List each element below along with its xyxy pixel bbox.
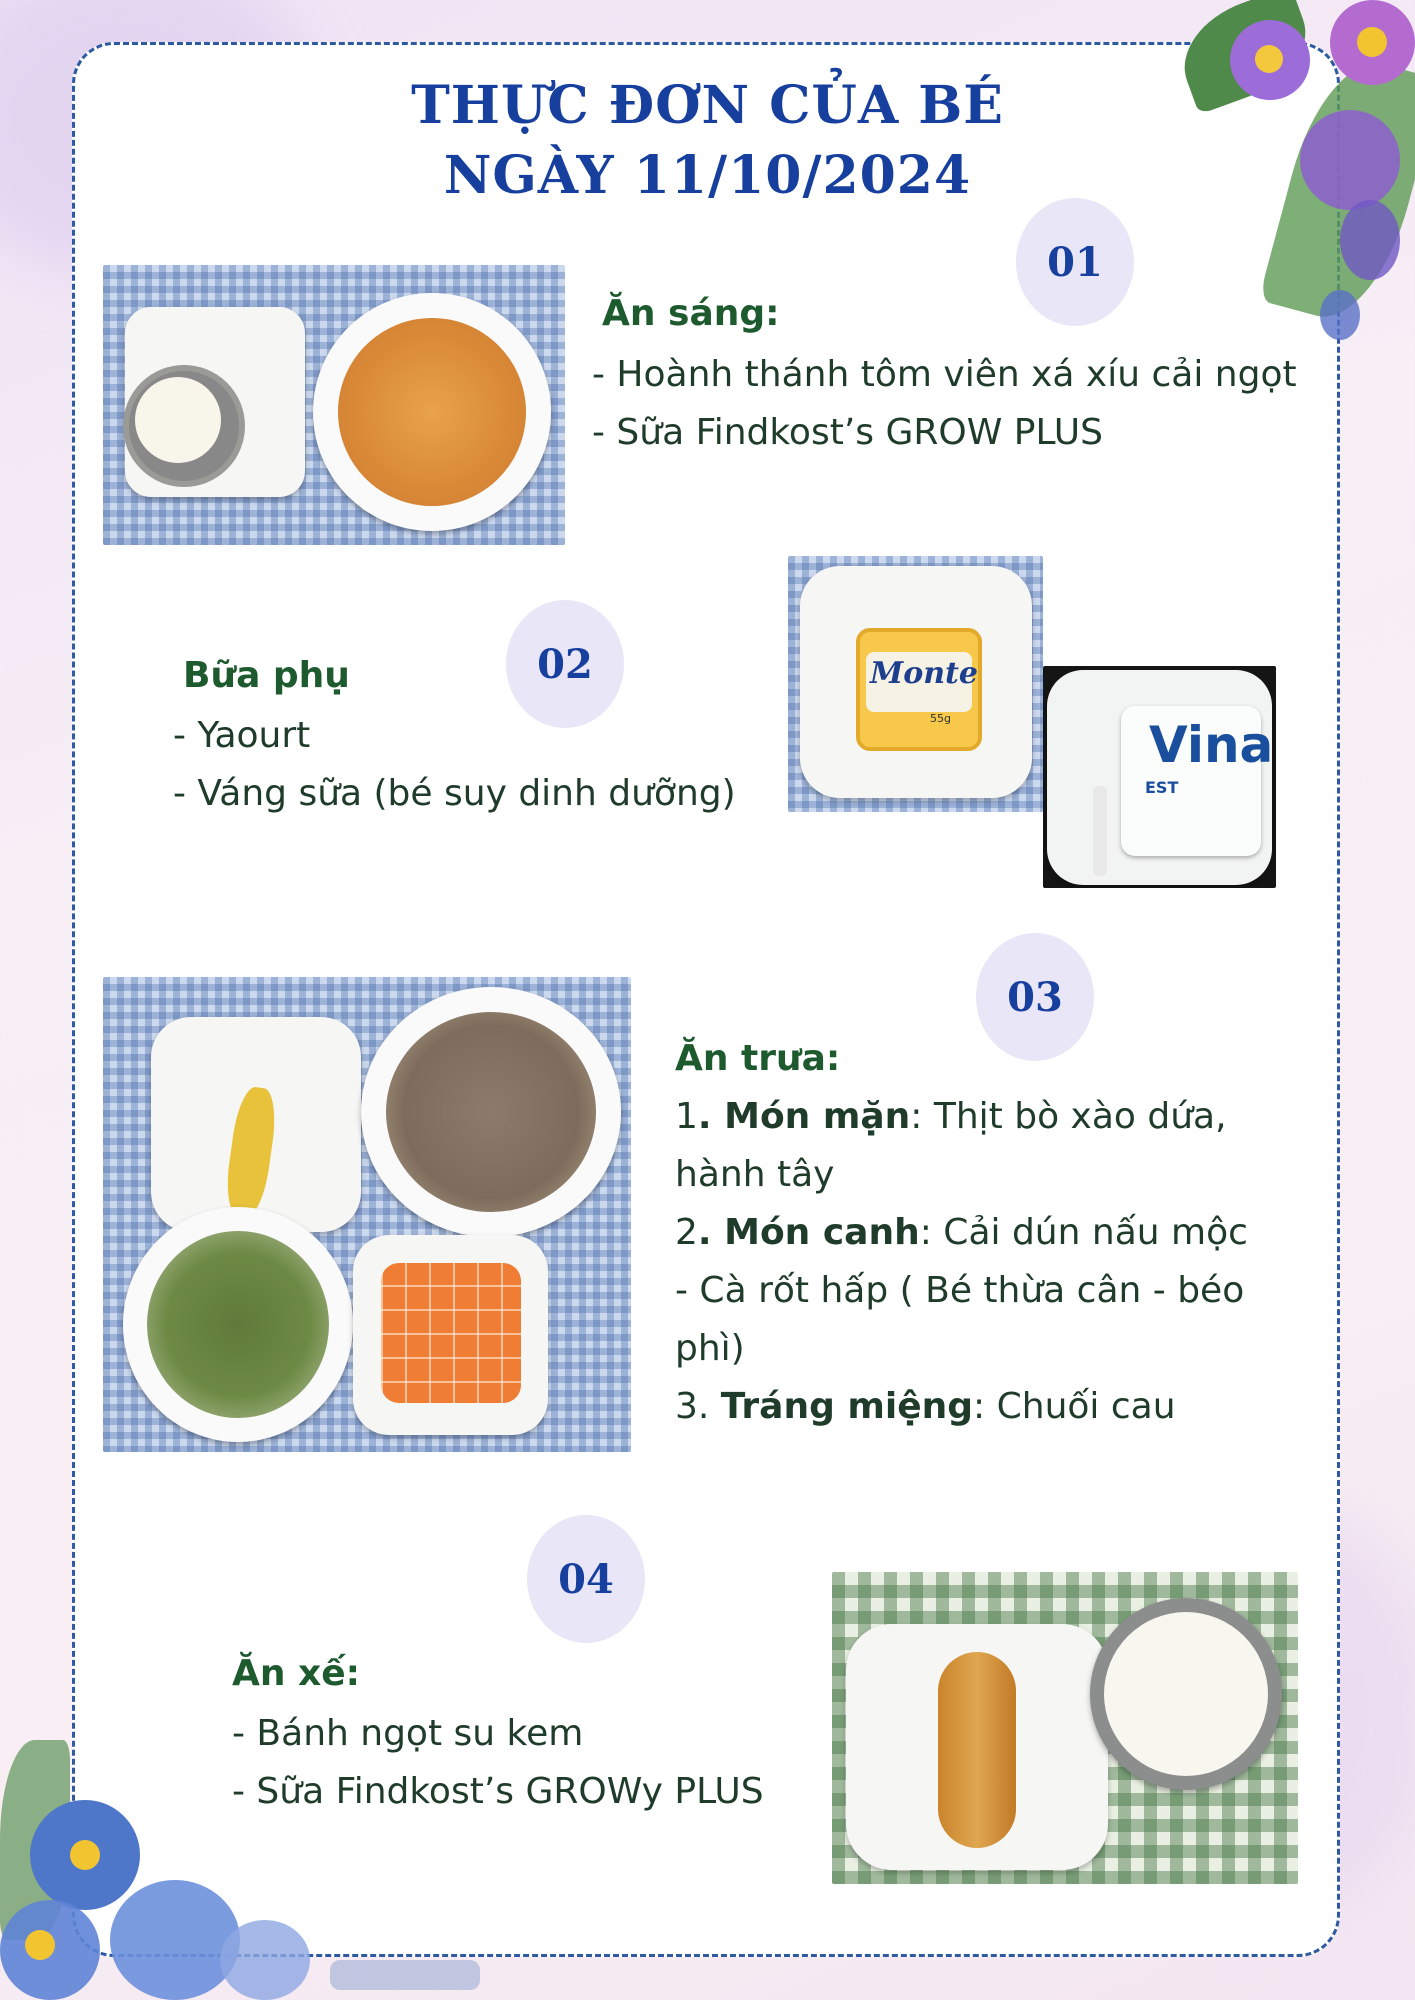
line-number: 1 <box>675 1096 698 1137</box>
menu-item: - Sữa Findkost’s GROW PLUS <box>592 412 1103 453</box>
soup-bowl <box>313 293 551 531</box>
dish-label: . Món mặn <box>697 1096 911 1137</box>
plate <box>151 1017 361 1232</box>
section-badge-04: 04 <box>527 1515 645 1643</box>
vina-cup <box>1121 706 1274 856</box>
line-number: 2 <box>675 1212 698 1253</box>
vina-photo <box>1043 666 1276 888</box>
section-heading: Ăn sáng: <box>602 293 780 334</box>
dish-label: Tráng miệng <box>720 1386 974 1427</box>
carrots <box>381 1263 521 1403</box>
section-badge-02: 02 <box>506 600 624 728</box>
afternoon-items <box>232 1705 764 1821</box>
milk-cup <box>123 365 245 487</box>
vina-label: Vina <box>1149 716 1274 774</box>
monte-label: Monte <box>870 656 978 691</box>
soup-bowl <box>123 1207 353 1442</box>
cream-puff <box>938 1652 1016 1848</box>
section-heading: Ăn trưa: <box>675 1038 841 1079</box>
dish-text: : Thịt bò xào dứa, hành tây <box>675 1096 1227 1195</box>
lunch-photo <box>103 977 631 1452</box>
menu-date: NGÀY 11/10/2024 <box>443 145 972 206</box>
beef-bowl <box>361 987 621 1237</box>
section-badge-03: 03 <box>976 933 1094 1061</box>
breakfast-items <box>592 346 1297 462</box>
dish-text: : Cải dún nấu mộc <box>919 1212 1248 1253</box>
menu-item: - Sữa Findkost’s GROWy PLUS <box>232 1771 764 1812</box>
lunch-line-4 <box>675 1378 1315 1436</box>
spoon <box>1093 786 1107 876</box>
monte-cup <box>856 628 982 751</box>
dish-text: - Cà rốt hấp ( Bé thừa cân - béo phì) <box>675 1270 1245 1369</box>
afternoon-photo <box>832 1572 1298 1884</box>
menu-item: - Hoành thánh tôm viên xá xíu cải ngọt <box>592 354 1297 395</box>
plate <box>846 1624 1108 1870</box>
snack-section <box>183 647 350 705</box>
dish-label: . Món canh <box>697 1212 920 1253</box>
lunch-line-1 <box>675 1088 1315 1204</box>
plate <box>353 1235 548 1435</box>
menu-item: - Váng sữa (bé suy dinh dưỡng) <box>173 773 736 814</box>
yogurt-photo <box>788 556 1043 812</box>
section-heading: Ăn xế: <box>232 1653 361 1694</box>
line-number: 3. <box>675 1386 721 1427</box>
milk-bowl <box>1090 1598 1282 1790</box>
monte-weight: 55g <box>930 712 951 725</box>
dish-text: : Chuối cau <box>973 1386 1176 1427</box>
menu-item: - Bánh ngọt su kem <box>232 1713 584 1754</box>
section-badge-01: 01 <box>1016 198 1134 326</box>
breakfast-photo <box>103 265 565 545</box>
snack-items <box>173 707 736 823</box>
breakfast-section <box>600 285 780 343</box>
lunch-section <box>675 1030 1315 1436</box>
menu-item: - Yaourt <box>173 715 311 756</box>
lunch-line-3 <box>675 1262 1315 1378</box>
afternoon-section <box>232 1645 360 1703</box>
section-heading: Bữa phụ <box>183 655 350 696</box>
banana <box>222 1085 280 1219</box>
lunch-line-2 <box>675 1204 1315 1262</box>
vina-sub-label: EST <box>1145 778 1179 797</box>
menu-title: THỰC ĐƠN CỦA BÉ <box>411 75 1004 136</box>
